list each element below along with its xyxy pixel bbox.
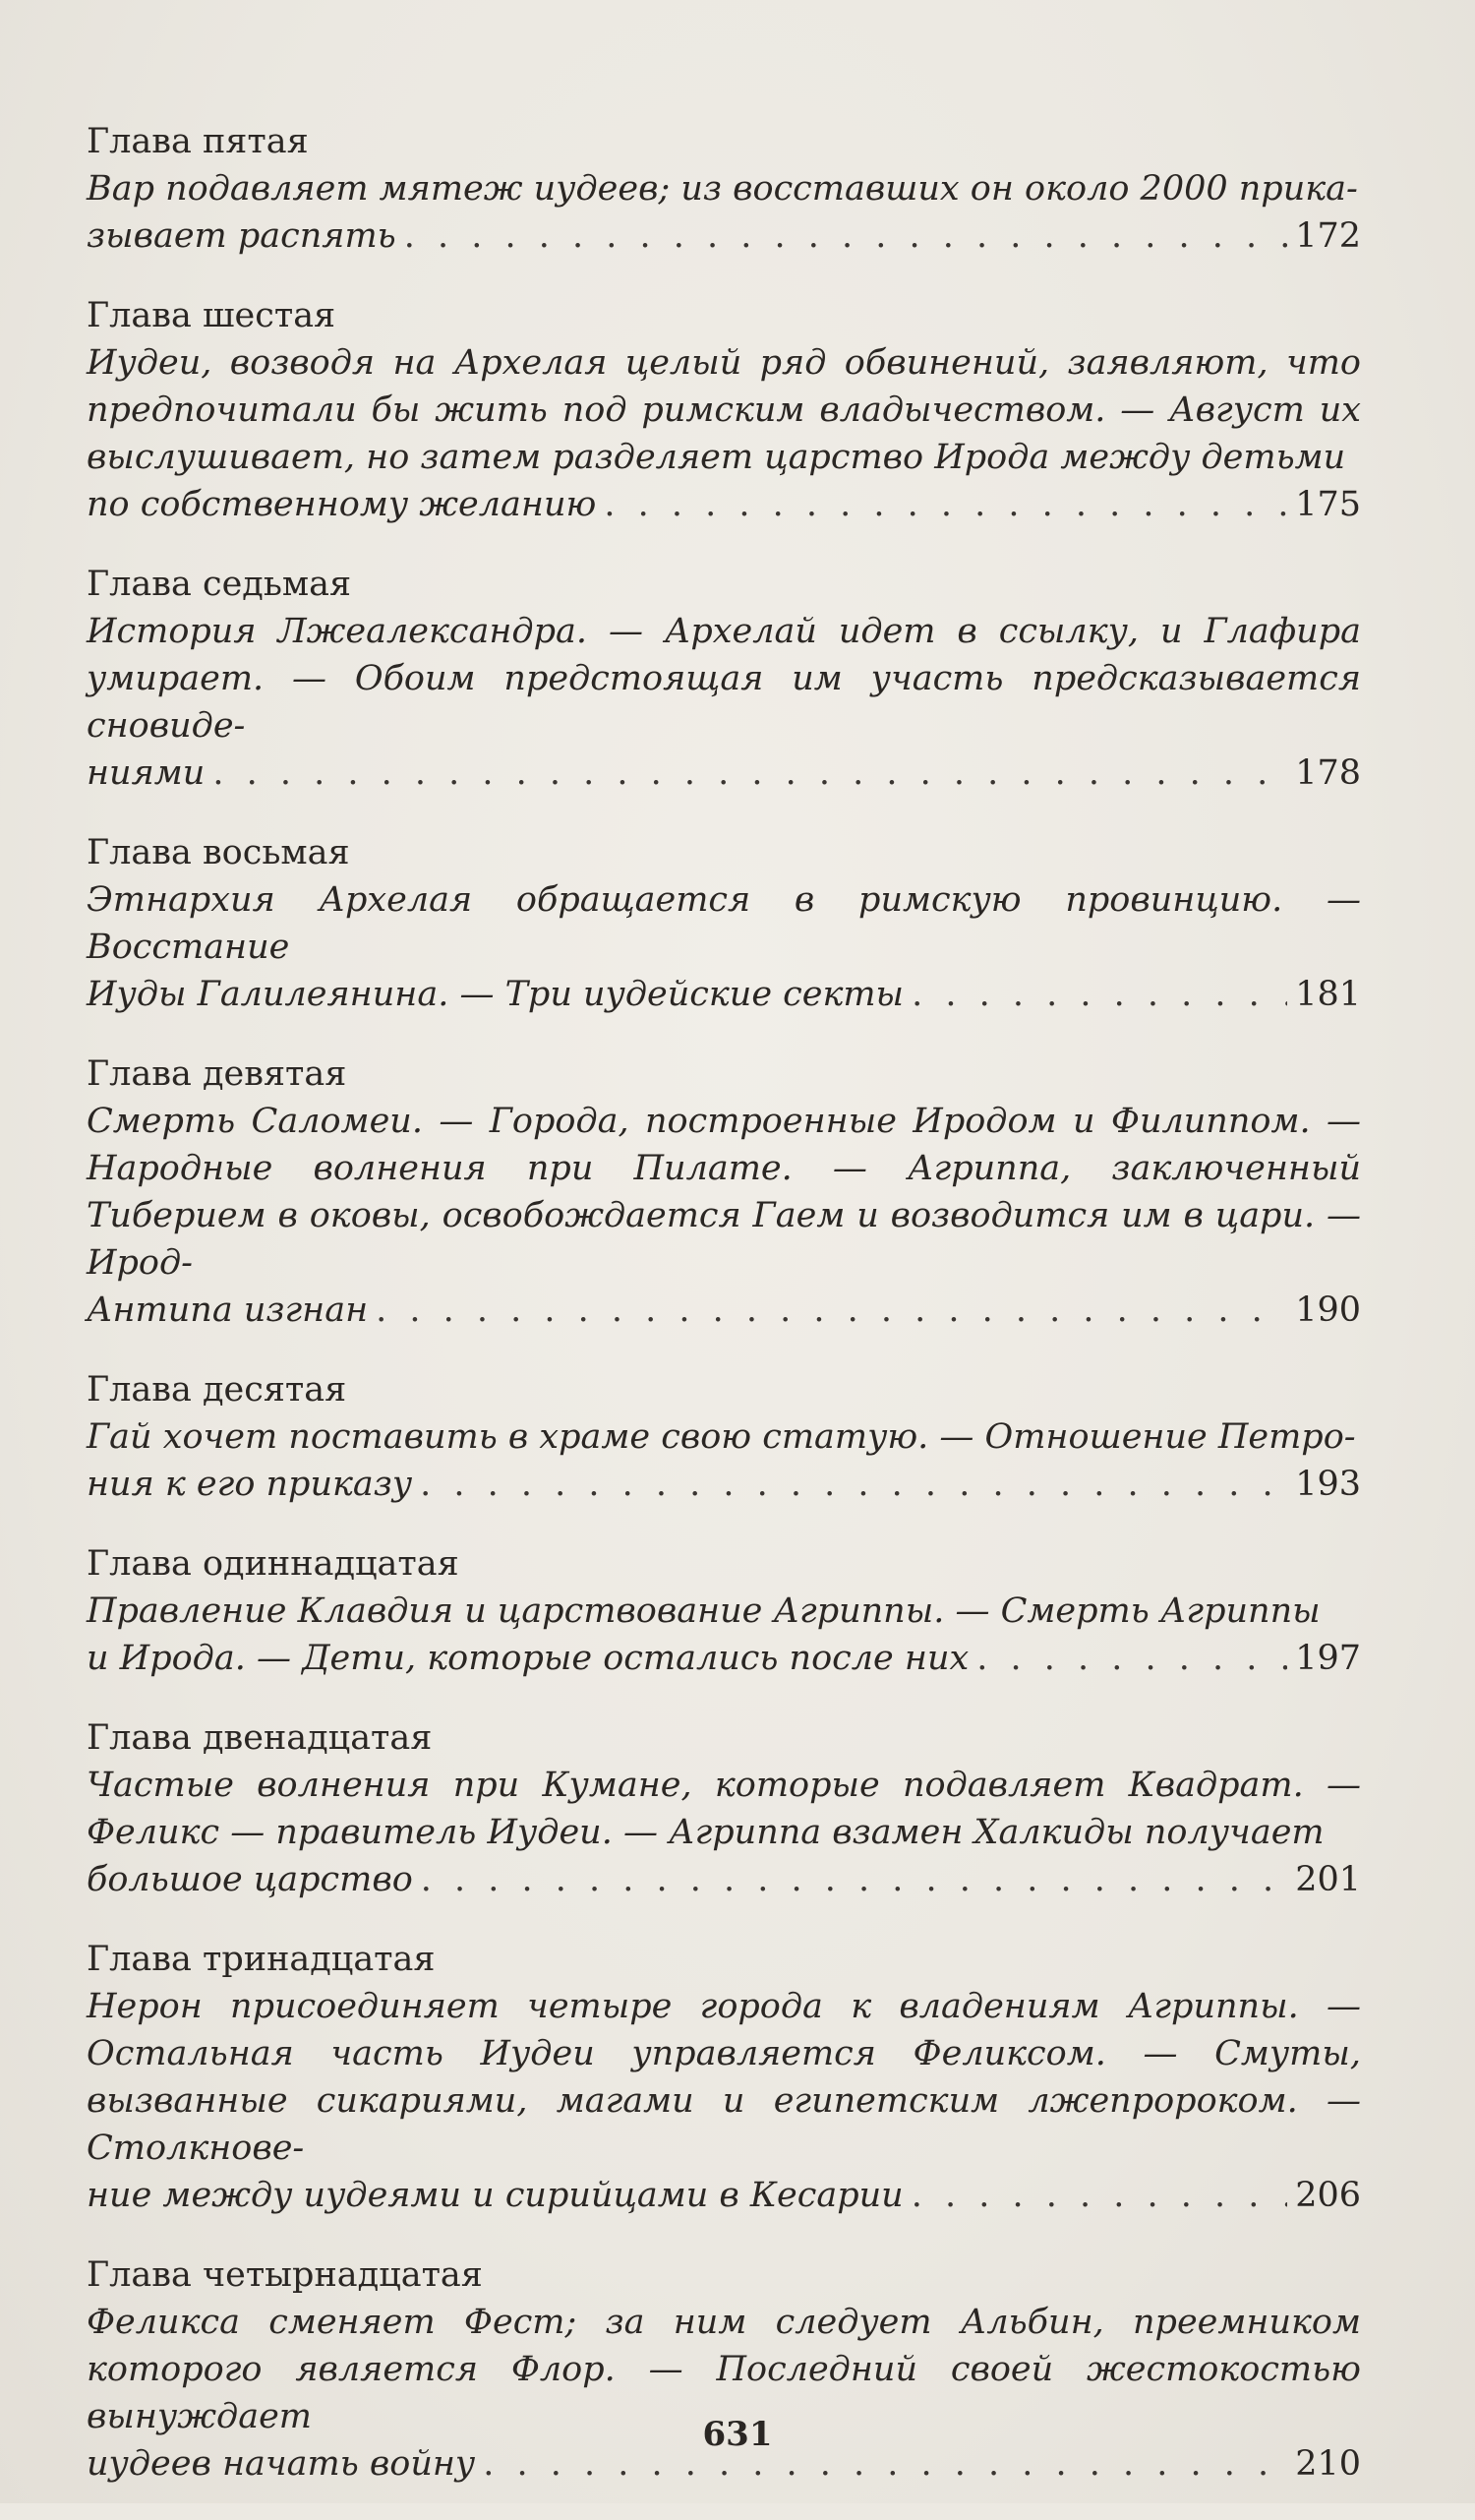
chapter-summary: Нерон присоединяет четыре города к владениям Агриппы. — Остальная часть Иудеи управляется Феликсом. — Смуты, вызванные сикариями, магами и египетским лжепророком. — Столкнове- — [87, 1987, 1361, 2168]
chapter-summary-end — [87, 1635, 1361, 1682]
chapter-summary-last-line: ние между иудеями и сирийцами в Кесарии — [87, 2176, 904, 2215]
chapter-summary-last-line: ния к его приказу — [87, 1465, 413, 1504]
page-number: 175 — [1295, 485, 1361, 524]
chapter-summary: Правление Клавдия и царствование Агриппы. — Смерть Агриппы — [87, 1591, 1321, 1631]
page-number: 190 — [1295, 1290, 1361, 1330]
chapter-summary: Феликса сменяет Фест; за ним следует Альбин, преемником которого является Флор. — Последний своей жестокостью вынуждает — [87, 2303, 1361, 2436]
chapter-summary-end — [87, 1461, 1361, 1508]
chapter-summary: Гай хочет поставить в храме свою статую. — Отношение Петро- — [87, 1417, 1356, 1457]
dot-leader — [404, 212, 1287, 260]
chapter-heading: Глава двенадцатая — [87, 1718, 433, 1758]
chapter-summary-end — [87, 2172, 1361, 2219]
chapter-summary: Смерть Саломеи. — Города, построенные Иродом и Филиппом. — Народные волнения при Пилате. — Агриппа, заключенный Тиберием в оковы, освобождается Гаем и возводится им в цари. — Ирод- — [87, 1102, 1361, 1283]
chapter-heading: Глава девятая — [87, 1054, 347, 1094]
page-folio-number: 631 — [702, 2415, 773, 2454]
chapter-heading: Глава пятая — [87, 122, 309, 161]
chapter-summary-last-line: Иуды Галилеянина. — Три иудейские секты — [87, 975, 905, 1014]
chapter-summary: Вар подавляет мятеж иудеев; из восставших он около 2000 прика- — [87, 169, 1358, 209]
dot-leader — [976, 1635, 1287, 1682]
page-number: 178 — [1295, 753, 1361, 793]
dot-leader — [212, 750, 1287, 797]
page-number: 181 — [1295, 975, 1361, 1014]
page-number: 172 — [1295, 216, 1361, 256]
toc-entry — [87, 561, 1361, 797]
toc-entry — [87, 292, 1361, 528]
table-of-contents — [87, 118, 1361, 2520]
chapter-heading: Глава шестая — [87, 296, 336, 335]
toc-entry — [87, 1366, 1361, 1508]
chapter-summary-end — [87, 750, 1361, 797]
toc-entry — [87, 1050, 1361, 1334]
chapter-summary-last-line: большое царство — [87, 1860, 413, 1899]
page-number: 197 — [1295, 1639, 1361, 1678]
dot-leader — [376, 1287, 1287, 1334]
chapter-summary-last-line: иудеев начать войну — [87, 2444, 476, 2484]
dot-leader — [912, 971, 1287, 1018]
chapter-summary-last-line: Антипа изгнан — [87, 1290, 369, 1330]
chapter-heading: Глава восьмая — [87, 833, 350, 872]
chapter-summary-end — [87, 212, 1361, 260]
page-number: 201 — [1295, 1860, 1361, 1899]
chapter-summary-end — [87, 481, 1361, 528]
chapter-heading: Глава седьмая — [87, 565, 352, 604]
page-number: 210 — [1295, 2444, 1361, 2484]
chapter-summary-last-line: и Ирода. — Дети, которые остались после них — [87, 1639, 970, 1678]
chapter-heading: Глава десятая — [87, 1370, 347, 1410]
chapter-summary: Этнархия Архелая обращается в римскую провинцию. — Восстание — [87, 880, 1361, 967]
chapter-summary-last-line: ниями — [87, 753, 206, 793]
chapter-summary: История Лжеалександра. — Архелай идет в ссылку, и Глафира умирает. — Обоим предстоящая им участь предсказывается сновиде- — [87, 612, 1361, 746]
dot-leader — [604, 481, 1287, 528]
chapter-summary-end — [87, 1856, 1361, 1903]
chapter-summary-last-line: по собственному желанию — [87, 485, 597, 524]
chapter-summary-end — [87, 971, 1361, 1018]
chapter-heading: Глава тринадцатая — [87, 1940, 436, 1979]
chapter-heading: Глава четырнадцатая — [87, 2255, 483, 2295]
dot-leader — [912, 2172, 1288, 2219]
chapter-summary-end — [87, 1287, 1361, 1334]
chapter-summary: Иудеи, возводя на Архелая целый ряд обвинений, заявляют, что предпочитали бы жить под римским владычеством. — Август их выслушивает, но затем разделяет царство Ирода между детьми — [87, 343, 1361, 477]
page-number: 193 — [1295, 1465, 1361, 1504]
toc-entry — [87, 829, 1361, 1018]
chapter-summary: Частые волнения при Кумане, которые подавляет Квадрат. — Феликс — правитель Иудеи. — Агриппа взамен Халкиды получает — [87, 1766, 1361, 1852]
chapter-heading: Глава одиннадцатая — [87, 1544, 459, 1584]
toc-entry — [87, 1714, 1361, 1903]
toc-entry — [87, 118, 1361, 260]
toc-entry — [87, 1540, 1361, 1682]
dot-leader — [420, 1461, 1287, 1508]
page-number: 206 — [1295, 2176, 1361, 2215]
dot-leader — [421, 1856, 1287, 1903]
toc-entry — [87, 1936, 1361, 2219]
chapter-summary-last-line: зывает распять — [87, 216, 396, 256]
